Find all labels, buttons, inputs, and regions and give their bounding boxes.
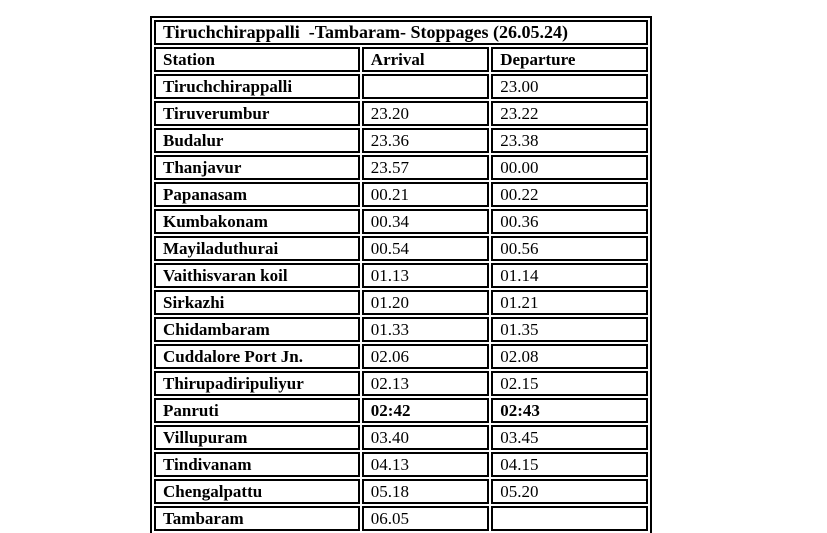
arrival-cell: 03.40 — [362, 425, 489, 450]
table-row — [154, 74, 648, 99]
arrival-cell: 23.57 — [362, 155, 489, 180]
departure-cell: 02.08 — [491, 344, 648, 369]
arrival-cell: 00.54 — [362, 236, 489, 261]
table-row — [154, 452, 648, 477]
departure-cell: 00.36 — [491, 209, 648, 234]
arrival-cell: 00.21 — [362, 182, 489, 207]
arrival-cell: 23.36 — [362, 128, 489, 153]
arrival-cell: 02.06 — [362, 344, 489, 369]
station-cell: Mayiladuthurai — [154, 236, 360, 261]
departure-cell: 23.00 — [491, 74, 648, 99]
table-row — [154, 101, 648, 126]
table-row — [154, 236, 648, 261]
arrival-cell: 01.13 — [362, 263, 489, 288]
arrival-cell: 23.20 — [362, 101, 489, 126]
table-title: Tiruchchirappalli -Tambaram- Stoppages (26.05.24) — [154, 20, 648, 45]
station-cell: Chengalpattu — [154, 479, 360, 504]
arrival-cell: 04.13 — [362, 452, 489, 477]
table-row — [154, 209, 648, 234]
departure-cell: 23.38 — [491, 128, 648, 153]
table-row — [154, 425, 648, 450]
station-cell: Tiruverumbur — [154, 101, 360, 126]
departure-cell: 02.15 — [491, 371, 648, 396]
table-row — [154, 344, 648, 369]
departure-cell: 03.45 — [491, 425, 648, 450]
title-row — [154, 20, 648, 45]
arrival-cell: 05.18 — [362, 479, 489, 504]
arrival-cell: 02:42 — [362, 398, 489, 423]
station-cell: Chidambaram — [154, 317, 360, 342]
table-row — [154, 479, 648, 504]
station-cell: Vaithisvaran koil — [154, 263, 360, 288]
departure-cell: 05.20 — [491, 479, 648, 504]
table-row — [154, 155, 648, 180]
station-cell: Villupuram — [154, 425, 360, 450]
arrival-cell: 06.05 — [362, 506, 489, 531]
table-row — [154, 398, 648, 423]
station-cell: Tambaram — [154, 506, 360, 531]
station-cell: Panruti — [154, 398, 360, 423]
station-cell: Thanjavur — [154, 155, 360, 180]
arrival-cell: 01.33 — [362, 317, 489, 342]
arrival-cell: 00.34 — [362, 209, 489, 234]
station-cell: Sirkazhi — [154, 290, 360, 315]
arrival-cell: 02.13 — [362, 371, 489, 396]
departure-cell: 00.56 — [491, 236, 648, 261]
station-cell: Papanasam — [154, 182, 360, 207]
station-cell: Budalur — [154, 128, 360, 153]
arrival-cell: 01.20 — [362, 290, 489, 315]
departure-cell — [491, 506, 648, 531]
station-cell: Cuddalore Port Jn. — [154, 344, 360, 369]
departure-cell: 01.14 — [491, 263, 648, 288]
departure-cell: 01.35 — [491, 317, 648, 342]
departure-cell: 23.22 — [491, 101, 648, 126]
departure-cell: 01.21 — [491, 290, 648, 315]
table-row — [154, 263, 648, 288]
departure-cell: 00.22 — [491, 182, 648, 207]
table-row — [154, 317, 648, 342]
station-cell: Thirupadiripuliyur — [154, 371, 360, 396]
departure-cell: 04.15 — [491, 452, 648, 477]
departure-cell: 00.00 — [491, 155, 648, 180]
arrival-cell — [362, 74, 489, 99]
table-row — [154, 182, 648, 207]
station-cell: Kumbakonam — [154, 209, 360, 234]
column-header-arrival: Arrival — [362, 47, 489, 72]
table-row — [154, 290, 648, 315]
station-cell: Tiruchchirappalli — [154, 74, 360, 99]
timetable-body — [154, 74, 648, 531]
station-cell: Tindivanam — [154, 452, 360, 477]
stoppages-table — [150, 16, 652, 533]
header-row — [154, 47, 648, 72]
departure-cell: 02:43 — [491, 398, 648, 423]
column-header-station: Station — [154, 47, 360, 72]
table-row — [154, 371, 648, 396]
table-row — [154, 128, 648, 153]
table-row — [154, 506, 648, 531]
column-header-departure: Departure — [491, 47, 648, 72]
